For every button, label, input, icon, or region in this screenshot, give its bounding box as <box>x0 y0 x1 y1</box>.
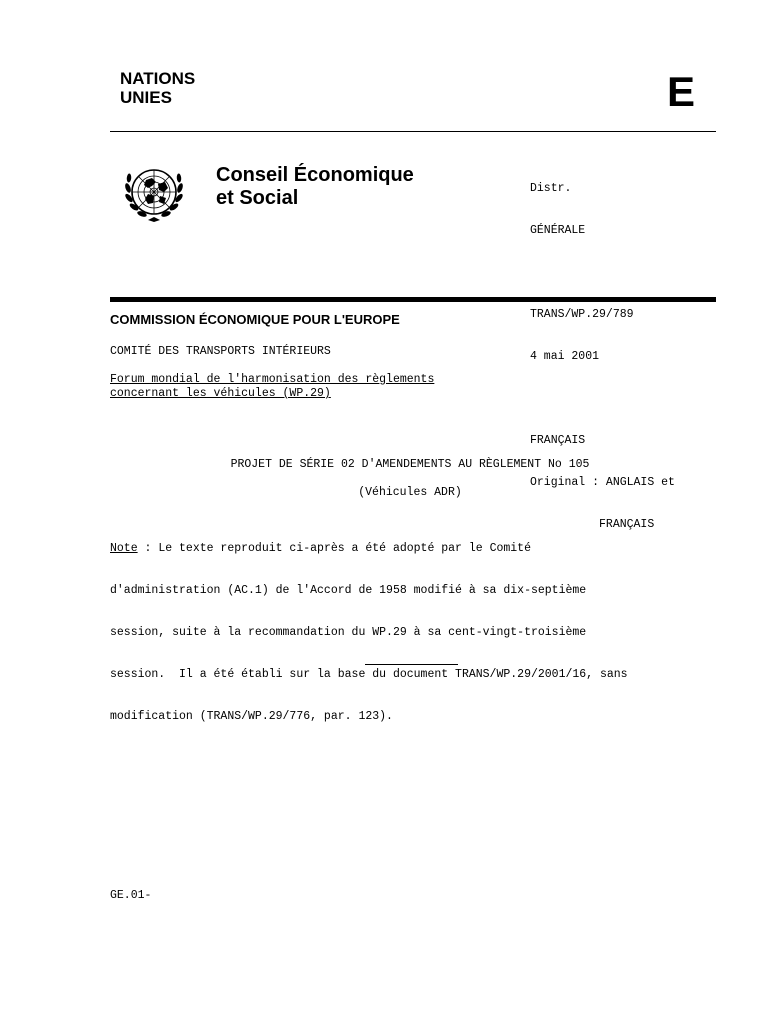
distribution-value: GÉNÉRALE <box>530 224 586 237</box>
document-language: FRANÇAIS <box>530 434 586 447</box>
section-rule <box>110 297 716 302</box>
document-subtitle: (Véhicules ADR) <box>358 486 462 499</box>
note-line-1 <box>110 542 710 556</box>
document-title: PROJET DE SÉRIE 02 D'AMENDEMENTS AU RÈGLEMENT No 105 <box>230 458 590 471</box>
forum-line-1: Forum mondial de l'harmonisation des règlements <box>110 373 435 386</box>
commission-heading: COMMISSION ÉCONOMIQUE POUR L'EUROPE <box>110 312 400 327</box>
org-line-2: UNIES <box>120 88 172 107</box>
note-line-3: session, suite à la recommandation du WP.29 à sa cent-vingt-troisième <box>110 626 587 639</box>
language-letter: E <box>666 68 695 115</box>
distr-label: Distr. <box>530 182 572 195</box>
note-line-5: modification (TRANS/WP.29/776, par. 123). <box>110 710 393 723</box>
document-symbol: TRANS/WP.29/789 <box>530 308 634 321</box>
committee-name: COMITÉ DES TRANSPORTS INTÉRIEURS <box>110 345 331 358</box>
separator-rule <box>365 664 458 665</box>
document-date: 4 mai 2001 <box>530 350 600 363</box>
council-line-2: et Social <box>216 187 299 209</box>
org-line-1: NATIONS <box>120 69 196 88</box>
organization-name <box>120 69 195 107</box>
council-name <box>216 164 414 210</box>
ge-code: GE.01- <box>110 889 152 902</box>
forum-name <box>110 373 434 401</box>
note-line-4: session. Il a été établi sur la base du document TRANS/WP.29/2001/16, sans <box>110 668 628 681</box>
un-emblem-icon <box>118 158 190 230</box>
note-line-1-text: : Le texte reproduit ci-après a été adopté par le Comité <box>137 542 531 555</box>
original-language-line-1: Original : ANGLAIS et <box>530 476 675 489</box>
header-rule <box>110 131 716 132</box>
council-line-1: Conseil Économique <box>216 164 414 186</box>
original-language-line-2: FRANÇAIS <box>530 518 655 531</box>
note-label: Note <box>110 542 138 555</box>
note-line-2: d'administration (AC.1) de l'Accord de 1958 modifié à sa dix-septième <box>110 584 587 597</box>
forum-line-2: concernant les véhicules (WP.29) <box>110 387 331 400</box>
note-paragraph <box>110 514 710 738</box>
